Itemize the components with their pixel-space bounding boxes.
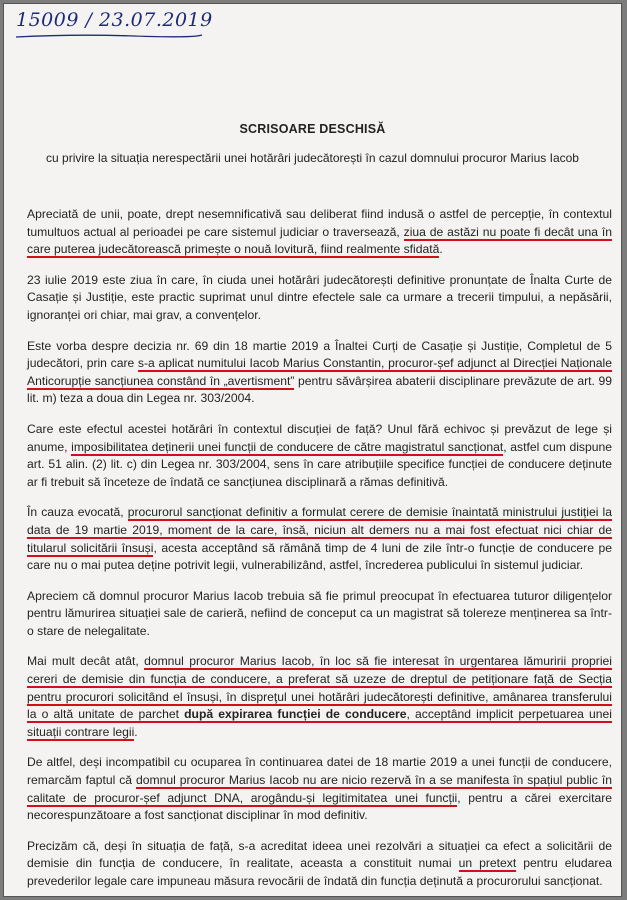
paragraph-7 (27, 653, 612, 741)
handwritten-underline (14, 33, 204, 39)
underlined-text: , acceptând implicit perpetuarea unei situații contrare legii (27, 707, 612, 739)
underlined-text: imposibilitatea deținerii unei funcții de conducere de către magistratul sancționat (71, 439, 504, 454)
handwritten-registration-number: 15009 / 23.07.2019 (16, 9, 213, 31)
letter-body (27, 206, 612, 897)
text-segment: Mai mult decât atât, (27, 654, 145, 669)
underlined-text: procurorul sancționat definitiv a formulat cerere de demisie înaintată ministrului justiției la data de 19 martie 2019, moment de la care, însă, niciun alt demers nu a mai fost efectuat nici chiar de titularul solicitării însuși (27, 505, 612, 555)
paragraph-8 (27, 754, 612, 824)
text-segment: pentru săvârșirea abaterii disciplinare prevăzute de art. 99 lit. m) teza a doua din Legea nr. 303/2004. (27, 373, 612, 406)
document-title: SCRISOARE DESCHISĂ (239, 122, 386, 136)
text-segment: . (134, 724, 138, 739)
text-segment: 23 iulie 2019 este ziua în care, în ciuda unei hotărâri judecătorești definitive pronunțate de Înalta Curte de Casație și Justiție, este practic suprimat unul dintre efectele sale ca urmare a trecerii timpului, a nepăsării, ignoranței ori chiar, mai grav, a convențelor. (27, 272, 612, 322)
paragraph-3 (27, 338, 612, 408)
document-page (3, 3, 622, 897)
paragraph-5 (27, 504, 612, 574)
document-subtitle: cu privire la situația nerespectării unei hotărâri judecătorești în cazul domnului procuror Marius Iacob (46, 151, 579, 165)
text-segment: Este vorba despre decizia nr. 69 din 18 martie 2019 a Înaltei Curți de Casație și Justiție, Completul de 5 judecători, prin care (27, 338, 612, 371)
underlined-text: un pretext (458, 856, 517, 871)
text-segment: Apreciem că domnul procuror Marius Iacob trebuia să fie primul preocupat în efectuarea tuturor diligențelor pentru lămurirea situației sale de carieră, nefiind de conceput ca un magistrat să tolereze menținerea sa într-o stare de nelegalitate. (27, 588, 612, 638)
text-segment: pentru eludarea prevederilor legale care impuneau măsura revocării de îndată din funcția deținută a procurorului sancționat. (27, 856, 612, 888)
underlined-text: domnul procuror Marius Iacob, în loc să fie interesat în urgentarea lămuririi propriei cereri de demisie din funcția de conducere, a preferat să uzeze de dreptul de petiționare față de Secția pentru procurori solicitând el însuși, în dispreţul unei hotărâri judecătorești definitive, amânarea transferului la o altă unitate de parchet (27, 654, 612, 722)
text-segment: Precizăm că, deși în situația de față, s-a acreditat ideea unei rezolvări a situației ca efect a solicitării de demisie din funcția de conducere, în realitate, aceasta a constituit numai (27, 838, 612, 871)
underlined-text: domnul procuror Marius Iacob nu are nicio rezervă în a se manifesta în spațiul public în calitate de procuror-șef adjunct DNA, arogându-și legitimitatea unei funcții (27, 773, 613, 805)
text-segment: În cauza evocată, (27, 505, 128, 520)
underlined-text: s-a aplicat numitului Iacob Marius Constantin, procuror-șef adjunct al Direcției Naționale Anticorupție sancțiunea constând în „avertisment” (27, 356, 612, 388)
underlined-text: ziua de astăzi nu poate fi decât una în care puterea judecătorească primește o nouă lovitură, fiind realmente sfidată (27, 224, 612, 257)
text-segment: De altfel, deși incompatibil cu ocuparea în continuarea datei de 18 martie 2019 a unei funcții de conducere, remarcăm faptul că (27, 755, 612, 788)
underlined-text: după expirarea funcției de conducere (184, 707, 407, 722)
paragraph-9 (27, 838, 612, 891)
text-segment: , pentru a cărei exercitare necorespunzătoare a fost sancționat disciplinar în mod definitiv. (27, 790, 612, 823)
paragraph-4 (27, 421, 612, 491)
paragraph-6 (27, 588, 612, 641)
paragraph-1 (27, 206, 612, 259)
text-segment: Apreciată de unii, poate, drept nesemnificativă sau deliberat fiind indusă o astfel de percepție, în contextul tumultuos actual al perioadei pe care sistemul judiciar o traversează, (27, 207, 612, 239)
text-segment: , acesta acceptând să rămână timp de 4 luni de zile într-o funcție de conducere pe care nu o mai putea deține potrivit legii, vulnerabilizând, astfel, încrederea publicului în sistemul judiciar. (27, 540, 612, 573)
text-segment: . (439, 242, 443, 257)
text-segment: , astfel cum dispune art. 51 alin. (2) lit. c) din Legea nr. 303/2004, sens în care atribuțiile specifice funcției de conducere deținute ar fi trebuit să înceteze de îndată ce sancțiunea disciplinară a rămas definitivă. (27, 439, 612, 489)
paragraph-2 (27, 272, 612, 325)
text-segment: Care este efectul acestei hotărâri în contextul discuției de față? Unul fără echivoc și prevăzut de lege și anume, (27, 421, 612, 454)
